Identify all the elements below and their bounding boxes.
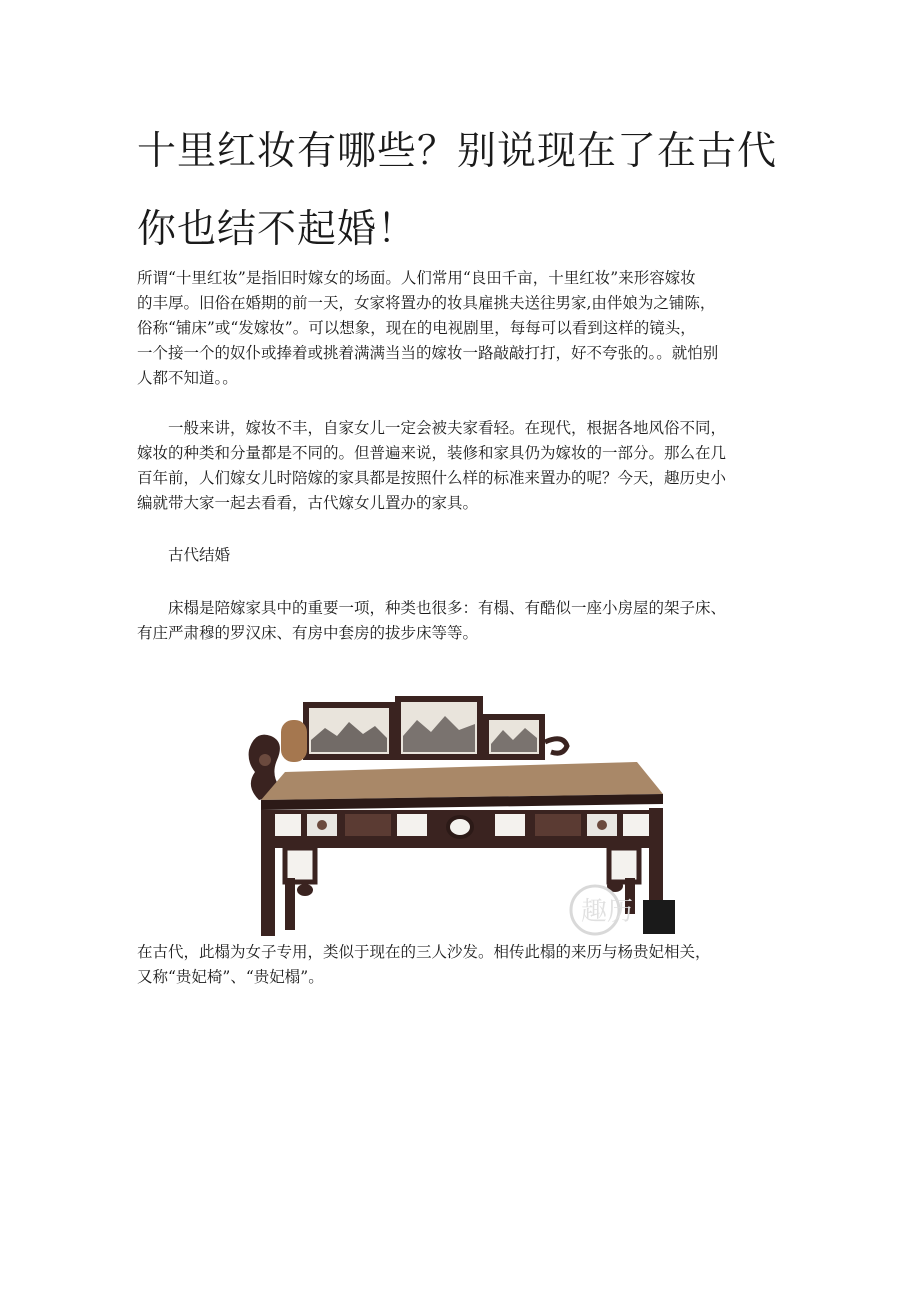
text-line: 所谓“十里红妆”是指旧时嫁女的场面。人们常用“良田千亩，十里红妆”来形容嫁妆 <box>137 269 696 287</box>
text-line: 人都不知道。。 <box>137 369 238 387</box>
text-line: 的丰厚。旧俗在婚期的前一天，女家将置办的妆具雇挑夫送往男家,由伴娘为之铺陈， <box>137 294 716 312</box>
text-line: 又称“贵妃椅”、“贵妃榻”。 <box>137 968 324 986</box>
couch-seat <box>261 762 663 810</box>
article-title-line-2: 你也结不起婚！ <box>137 207 418 252</box>
text-line: 一般来讲，嫁妆不丰，自家女儿一定会被夫家看轻。在现代，根据各地风俗不同， <box>168 419 727 437</box>
text-line: 编就带大家一起去看看，古代嫁女儿置办的家具。 <box>137 494 479 512</box>
watermark-logo <box>565 880 675 936</box>
paragraph-dowry <box>137 416 787 516</box>
couch-apron <box>261 810 663 840</box>
paragraph-beds <box>137 596 787 646</box>
text-line: 古代结婚 <box>168 546 231 564</box>
text-line: 嫁妆的种类和分量都是不同的。但普遍来说，装修和家具仍为嫁妆的一部分。那么在几 <box>137 444 727 462</box>
text-line: 一个接一个的奴仆或捧着或挑着满满当当的嫁妆一路敲敲打打，好不夸张的。。就怕别 <box>137 344 719 362</box>
section-heading-ancient-wedding <box>137 543 787 568</box>
couch-back-panels <box>303 696 567 760</box>
watermark-text: 趣历 <box>581 897 634 927</box>
article-title-line-1: 十里红妆有哪些？别说现在了在古代 <box>137 129 778 174</box>
paragraph-intro <box>137 266 787 391</box>
text-line: 俗称“铺床”或“发嫁妆”。可以想象，现在的电视剧里，每每可以看到这样的镜头， <box>137 319 696 337</box>
text-line: 百年前，人们嫁女儿时陪嫁的家具都是按照什么样的标准来置办的呢？今天，趣历史小 <box>137 469 727 487</box>
text-line: 床榻是陪嫁家具中的重要一项，种类也很多：有榻、有酷似一座小房屋的架子床、 <box>168 599 727 617</box>
paragraph-caption <box>137 940 787 990</box>
text-line: 在古代，此榻为女子专用，类似于现在的三人沙发。相传此榻的来历与杨贵妃相关， <box>137 943 711 961</box>
text-line: 有庄严肃穆的罗汉床、有房中套房的拔步床等等。 <box>137 624 479 642</box>
